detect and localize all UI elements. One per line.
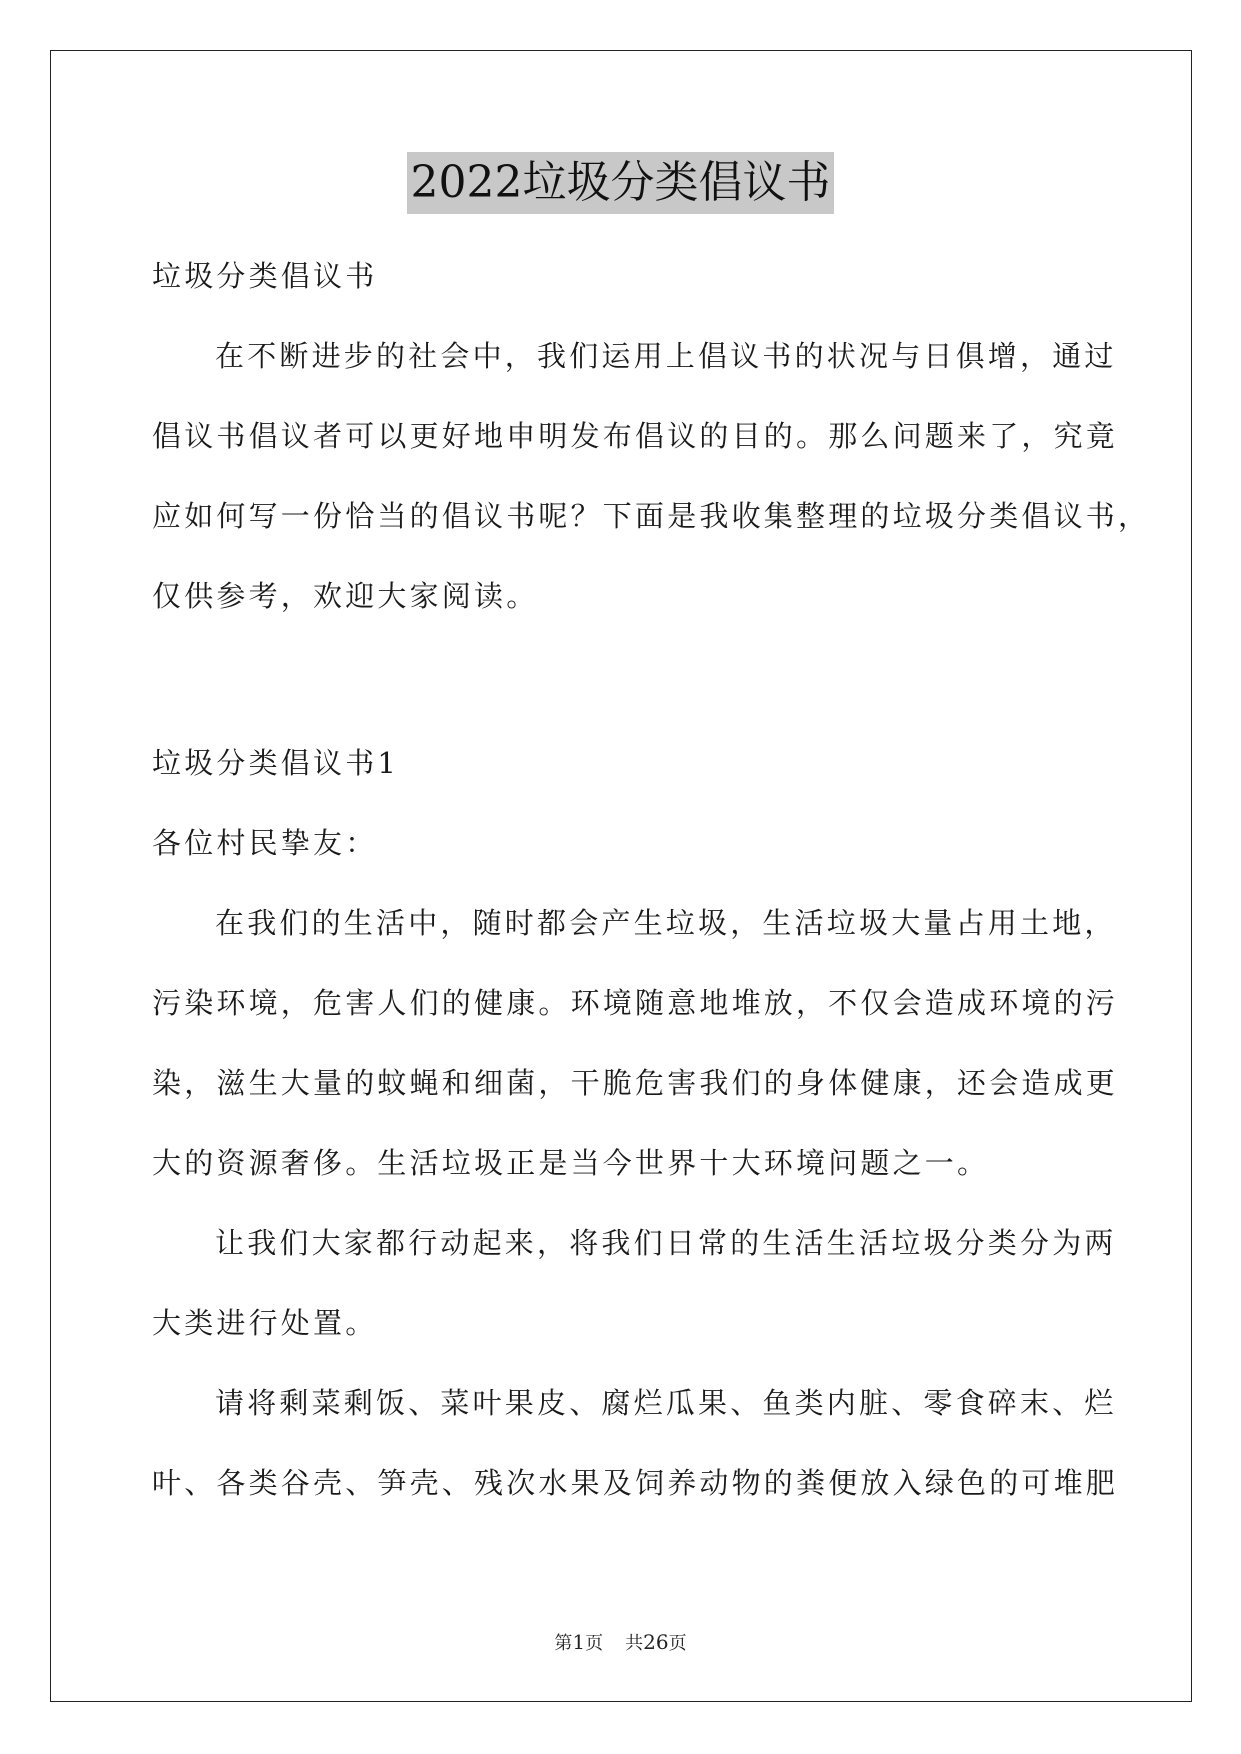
text-line: 染，滋生大量的蚊蝇和细菌，干脆危害我们的身体健康，还会造成更 bbox=[152, 1066, 1119, 1100]
text-line: 垃圾分类倡议书 bbox=[152, 259, 378, 293]
text-line: 各位村民挚友： bbox=[152, 826, 378, 860]
text-line: 大的资源奢侈。生活垃圾正是当今世界十大环境问题之一。 bbox=[152, 1146, 990, 1180]
page-current: 1 bbox=[572, 1630, 586, 1654]
text-line: 叶、各类谷壳、笋壳、残次水果及饲养动物的粪便放入绿色的可堆肥 bbox=[152, 1466, 1119, 1500]
document-title: 2022垃圾分类倡议书 bbox=[407, 152, 835, 214]
text-line: 在不断进步的社会中，我们运用上倡议书的状况与日俱增，通过 bbox=[215, 339, 1117, 373]
text-line: 在我们的生活中，随时都会产生垃圾，生活垃圾大量占用土地， bbox=[215, 906, 1117, 940]
total-suffix: 页 bbox=[668, 1633, 687, 1654]
text-line: 仅供参考，欢迎大家阅读。 bbox=[152, 579, 539, 613]
text-line: 倡议书倡议者可以更好地申明发布倡议的目的。那么问题来了，究竟 bbox=[152, 419, 1119, 453]
text-line: 请将剩菜剩饭、菜叶果皮、腐烂瓜果、鱼类内脏、零食碎末、烂 bbox=[215, 1386, 1117, 1420]
text-line: 垃圾分类倡议书1 bbox=[152, 746, 400, 780]
page-footer bbox=[0, 1630, 1241, 1656]
total-prefix: 共 bbox=[625, 1633, 644, 1654]
page-total: 26 bbox=[643, 1630, 669, 1654]
text-line: 应如何写一份恰当的倡议书呢？下面是我收集整理的垃圾分类倡议书， bbox=[152, 499, 1151, 533]
title-container bbox=[0, 152, 1241, 214]
text-line: 让我们大家都行动起来，将我们日常的生活生活垃圾分类分为两 bbox=[215, 1226, 1117, 1260]
page-prefix: 第 bbox=[554, 1633, 573, 1654]
page-suffix: 页 bbox=[585, 1633, 604, 1654]
text-line: 大类进行处置。 bbox=[152, 1306, 378, 1340]
text-line: 污染环境，危害人们的健康。环境随意地堆放，不仅会造成环境的污 bbox=[152, 986, 1119, 1020]
page-border bbox=[50, 50, 1192, 1702]
